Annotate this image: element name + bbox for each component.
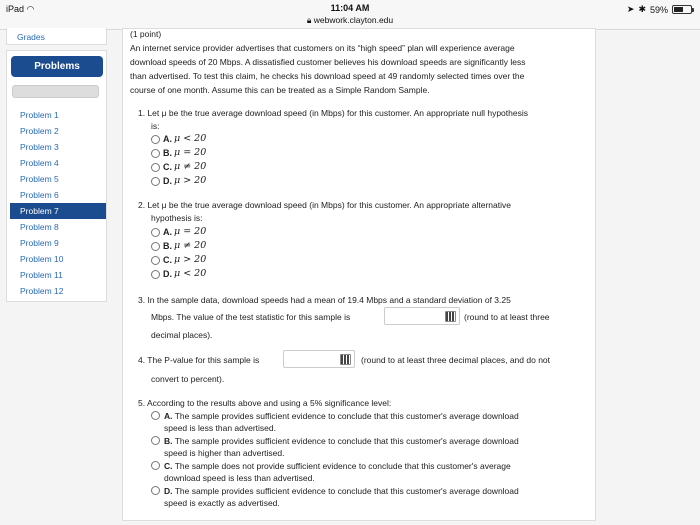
q3-text-3: decimal places). <box>151 330 213 340</box>
grades-panel <box>6 28 107 45</box>
points-label: (1 point) <box>130 29 162 39</box>
q4-text-1a: 4. The P-value for this sample is <box>138 355 260 365</box>
url-text: webwork.clayton.edu <box>313 15 394 25</box>
problems-button[interactable]: Problems <box>11 56 103 77</box>
q2-option-b[interactable] <box>151 239 206 253</box>
q1-option-b[interactable] <box>151 146 206 160</box>
option-text: μ = 20 <box>174 147 207 158</box>
sidebar-item-problem-5[interactable]: Problem 5 <box>20 174 59 184</box>
sidebar-item-problem-6[interactable]: Problem 6 <box>20 190 59 200</box>
intro-line-2: download speeds of 20 Mbps. A dissatisfied customer believes his download speeds are significantly less <box>130 57 526 67</box>
option-line-2: download speed is less than advertised. <box>164 473 315 483</box>
q3-text-2a: Mbps. The value of the test statistic for this sample is <box>151 312 351 322</box>
q2-text-1: 2. Let μ be the true average download speed (in Mbps) for this customer. An appropriate alternative <box>138 200 511 210</box>
q3-text-1: 3. In the sample data, download speeds had a mean of 19.4 Mbps and a standard deviation of 3.25 <box>138 295 511 305</box>
radio-icon[interactable] <box>151 177 160 186</box>
intro-line-3: than advertised. To test this claim, he checks his download speed at 49 randomly selected times over the <box>130 71 525 81</box>
q1-option-a[interactable] <box>151 132 206 146</box>
q5-option-a[interactable] <box>151 410 519 434</box>
q4-text-1b: (round to at least three decimal places, and do not <box>361 355 551 365</box>
p-value-input[interactable] <box>283 350 355 368</box>
option-line-2: speed is less than advertised. <box>164 423 276 433</box>
radio-icon[interactable] <box>151 270 160 279</box>
radio-icon[interactable] <box>151 486 160 495</box>
equation-editor-icon[interactable] <box>340 354 351 365</box>
sidebar-item-problem-9[interactable]: Problem 9 <box>20 238 59 248</box>
option-line-1 <box>164 460 511 472</box>
option-line-1 <box>164 435 519 447</box>
test-statistic-input[interactable] <box>384 307 460 325</box>
option-text: μ < 20 <box>174 268 207 279</box>
bluetooth-icon: ✱ <box>638 4 646 14</box>
radio-icon[interactable] <box>151 411 160 420</box>
location-icon: ➤ <box>626 4 635 14</box>
sidebar-item-problem-3[interactable]: Problem 3 <box>20 142 59 152</box>
option-letter: A. <box>163 227 172 237</box>
radio-icon[interactable] <box>151 149 160 158</box>
option-letter: D. <box>164 486 173 496</box>
option-text: μ ≠ 20 <box>174 240 207 251</box>
radio-icon[interactable] <box>151 228 160 237</box>
sidebar-item-problem-7[interactable]: Problem 7 <box>10 203 106 219</box>
q2-option-d[interactable] <box>151 267 206 281</box>
status-bar <box>0 0 700 30</box>
sidebar <box>6 50 107 302</box>
option-letter: B. <box>164 436 173 446</box>
battery-icon <box>672 5 692 14</box>
option-line-1 <box>164 410 519 422</box>
intro-line-1: An internet service provider advertises that customers on its “high speed” plan will experience average <box>130 43 515 53</box>
sidebar-item-problem-10[interactable]: Problem 10 <box>20 254 64 264</box>
q2-option-a[interactable] <box>151 225 206 239</box>
option-letter: C. <box>164 461 173 471</box>
sidebar-item-problem-1[interactable]: Problem 1 <box>20 110 59 120</box>
option-letter: B. <box>163 148 172 158</box>
intro-line-4: course of one month. Assume this can be treated as a Simple Random Sample. <box>130 85 430 95</box>
status-right <box>627 4 692 15</box>
option-text: μ ≠ 20 <box>174 161 207 172</box>
option-text: The sample provides sufficient evidence to conclude that this customer's average download <box>174 436 519 446</box>
device-name: iPad <box>6 4 25 14</box>
grades-link[interactable]: Grades <box>17 32 45 42</box>
q2-option-c[interactable] <box>151 253 206 267</box>
q1-option-d[interactable] <box>151 174 206 188</box>
clock: 11:04 AM <box>330 3 370 13</box>
sidebar-item-problem-8[interactable]: Problem 8 <box>20 222 59 232</box>
battery-percent: 59% <box>649 4 668 15</box>
radio-icon[interactable] <box>151 461 160 470</box>
option-text: μ > 20 <box>174 254 207 265</box>
problem-set-select[interactable] <box>12 85 99 98</box>
option-letter: D. <box>163 176 172 186</box>
q1-text-2: is: <box>151 121 160 131</box>
option-text: μ = 20 <box>174 226 207 237</box>
url-bar[interactable] <box>0 15 700 26</box>
option-letter: C. <box>163 162 172 172</box>
q5-text: 5. According to the results above and using a 5% significance level: <box>138 398 392 408</box>
option-text: The sample provides sufficient evidence to conclude that this customer's average download <box>174 486 519 496</box>
lock-icon: 🔒︎ <box>306 15 312 25</box>
option-letter: B. <box>163 241 172 251</box>
option-text: μ < 20 <box>174 133 207 144</box>
sidebar-item-problem-11[interactable]: Problem 11 <box>20 270 63 280</box>
option-letter: A. <box>164 411 173 421</box>
option-text: The sample provides sufficient evidence to conclude that this customer's average download <box>174 411 519 421</box>
wifi-icon: ◠ <box>26 4 35 14</box>
option-text: The sample does not provide sufficient evidence to conclude that this customer's average <box>174 461 511 471</box>
q3-text-2b: (round to at least three <box>464 312 550 322</box>
option-letter: D. <box>163 269 172 279</box>
option-letter: C. <box>163 255 172 265</box>
option-letter: A. <box>163 134 172 144</box>
option-line-1 <box>164 485 519 497</box>
option-line-2: speed is higher than advertised. <box>164 448 285 458</box>
sidebar-item-problem-12[interactable]: Problem 12 <box>20 286 64 296</box>
sidebar-item-problem-4[interactable]: Problem 4 <box>20 158 59 168</box>
option-text: μ > 20 <box>174 175 207 186</box>
q5-option-d[interactable] <box>151 485 519 509</box>
option-line-2: speed is exactly as advertised. <box>164 498 280 508</box>
radio-icon[interactable] <box>151 436 160 445</box>
problem-panel <box>122 28 596 521</box>
q5-option-b[interactable] <box>151 435 519 459</box>
q1-option-c[interactable] <box>151 160 206 174</box>
battery-level <box>674 7 683 12</box>
q1-text-1: 1. Let μ be the true average download speed (in Mbps) for this customer. An appropriate null hypothesis <box>138 108 528 118</box>
sidebar-item-problem-2[interactable]: Problem 2 <box>20 126 59 136</box>
radio-icon[interactable] <box>151 256 160 265</box>
q4-text-2: convert to percent). <box>151 374 225 384</box>
problem-list <box>7 107 106 299</box>
radio-icon[interactable] <box>151 242 160 251</box>
radio-icon[interactable] <box>151 163 160 172</box>
equation-editor-icon[interactable] <box>445 311 456 322</box>
q5-option-c[interactable] <box>151 460 511 484</box>
q2-text-2: hypothesis is: <box>151 213 203 223</box>
radio-icon[interactable] <box>151 135 160 144</box>
